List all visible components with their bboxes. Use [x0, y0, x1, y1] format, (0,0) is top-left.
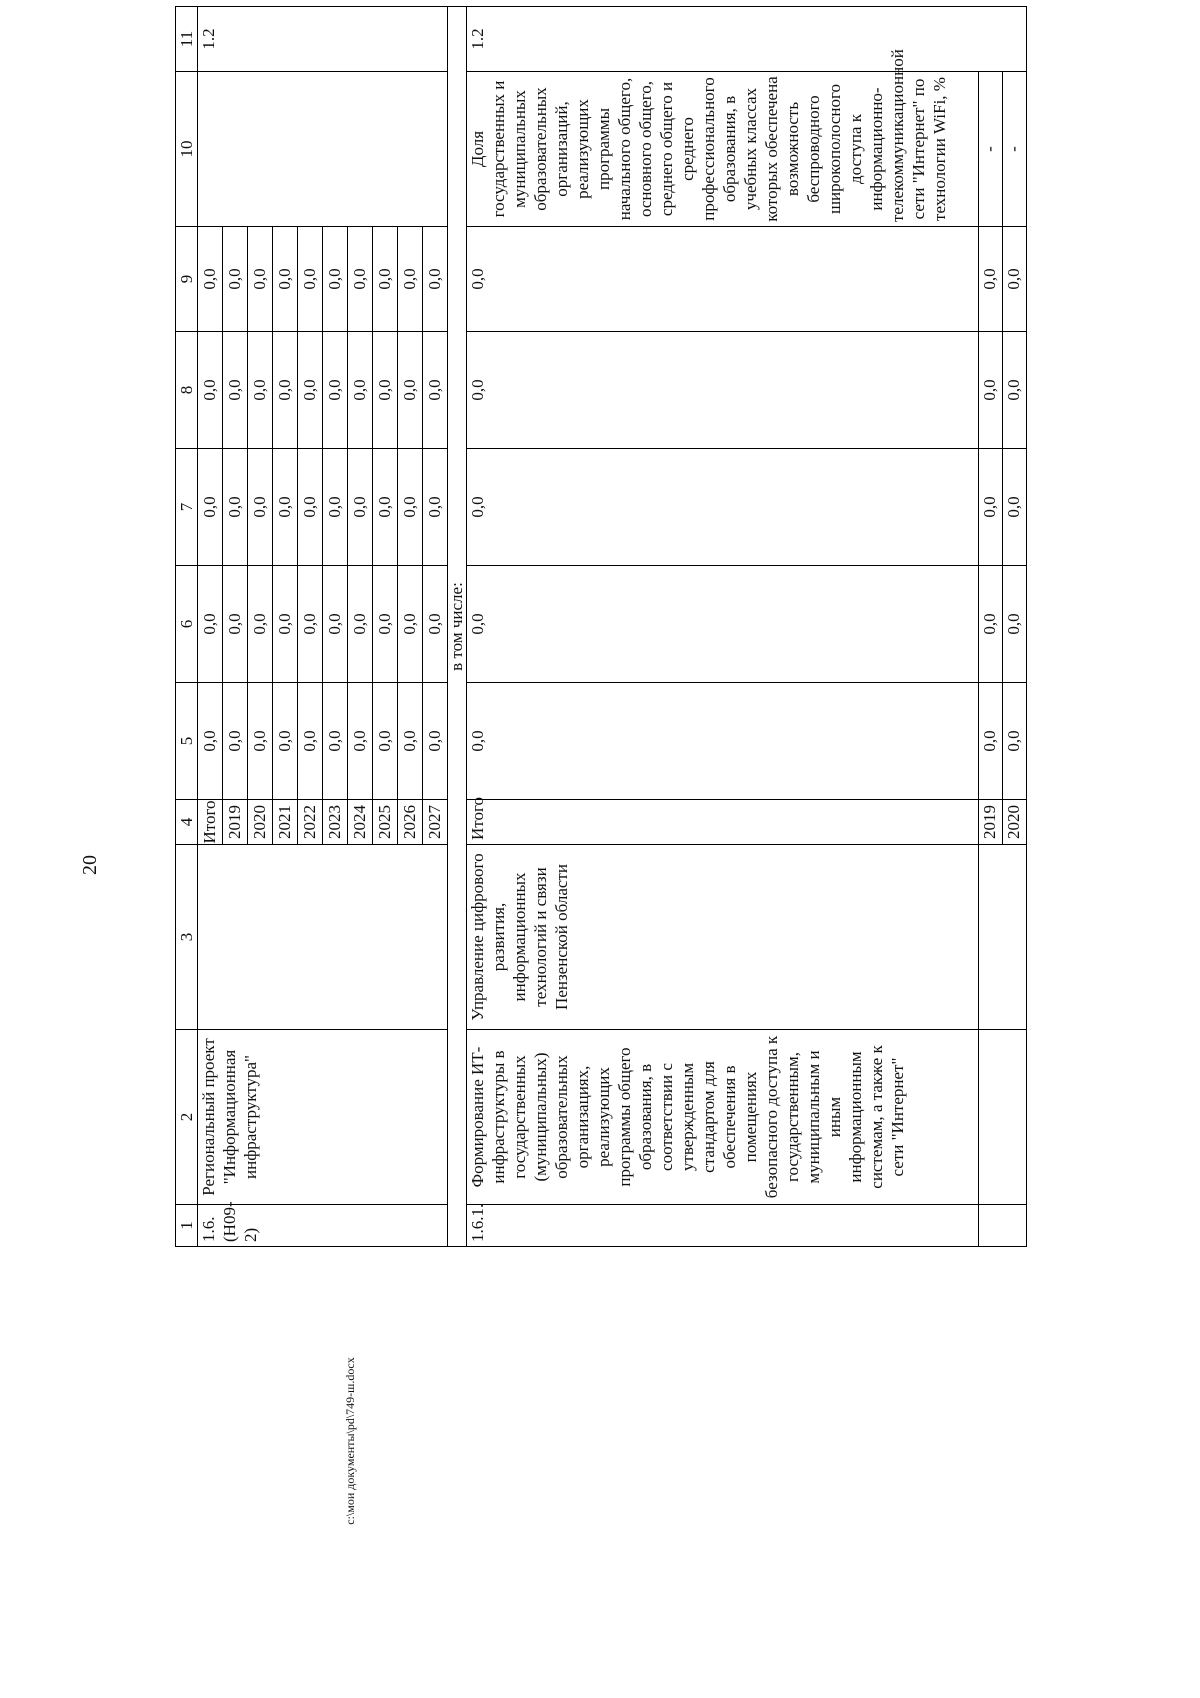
row-1-6-code: 1.6. (Н09-2) [198, 1205, 448, 1247]
header-col-5: 5 [176, 683, 198, 800]
value-cell: 0,0 [1003, 332, 1027, 449]
year-cell: 2021 [273, 800, 298, 844]
value-cell: 0,0 [198, 683, 223, 799]
value-cell: 0,0 [273, 449, 298, 565]
row-1-6-1-total-col7: 0,0 [467, 449, 979, 566]
year-cell: 2022 [298, 800, 323, 844]
section-label: в том числе: [448, 7, 467, 1247]
header-row [176, 7, 198, 1247]
row-1-6-1-total-col5: 0,0 [467, 683, 979, 800]
empty-cell [979, 1030, 1003, 1205]
row-1-6-indicator [198, 72, 448, 227]
row-1-6-1-code: 1.6.1. [467, 1205, 979, 1247]
value-cell: 0,0 [425, 268, 444, 290]
year-cell: 2020 [1003, 800, 1027, 845]
header-col-7: 7 [176, 449, 198, 566]
year-cell: 2026 [398, 800, 423, 844]
row-1-6-1-executor: Управление цифрового развития, информационных технологий и связи Пензенской области [467, 845, 979, 1030]
value-cell: 0,0 [248, 683, 273, 799]
header-col-1: 1 [176, 1205, 198, 1247]
value-cell: 0,0 [425, 730, 444, 752]
header-col-2: 2 [176, 1030, 198, 1205]
value-cell: 0,0 [373, 449, 398, 565]
value-cell: 0,0 [425, 379, 444, 401]
value-cell: 0,0 [979, 332, 1003, 449]
value-cell: 0,0 [323, 332, 348, 448]
value-cell: 0,0 [223, 566, 248, 682]
value-cell: 0,0 [373, 227, 398, 331]
value-cell: 0,0 [248, 332, 273, 448]
row-1-6-1-total-col8: 0,0 [467, 332, 979, 449]
value-cell: 0,0 [348, 332, 373, 448]
value-cell: 0,0 [373, 566, 398, 682]
value-cell: 0,0 [273, 227, 298, 331]
value-cell: 0,0 [323, 449, 348, 565]
value-cell: 0,0 [1003, 683, 1027, 800]
empty-cell [979, 845, 1003, 1030]
value-cell: 0,0 [398, 332, 423, 448]
value-cell: 0,0 [248, 449, 273, 565]
row-1-6-col9 [198, 227, 448, 332]
row-1-6-1-total-col6: 0,0 [467, 566, 979, 683]
value-cell: 0,0 [979, 449, 1003, 566]
header-col-3: 3 [176, 845, 198, 1030]
row-1-6-col7 [198, 449, 448, 566]
value-cell: 0,0 [198, 566, 223, 682]
value-cell: 0,0 [348, 566, 373, 682]
header-col-4: 4 [176, 800, 198, 845]
value-cell: 0,0 [273, 566, 298, 682]
empty-cell [1003, 1205, 1027, 1247]
row-1-6-1-indicator: Доля государственных и муниципальных образовательных организаций, реализующих программы начального общего, основного общего, среднего общего и среднего профессионального образования, в учебных классах которых обеспечена возможность беспроводного широкополосного доступа к информационно-телекоммуникационной сети "Интернет" по технологии WiFi, % [467, 72, 979, 227]
year-cell: 2027 [425, 805, 444, 839]
row-1-6-1-name: Формирование ИТ-инфраструктуры в государственных (муниципальных) образовательных организациях, реализующих программы общего образования, в соответствии с утвержденным стандартом для обеспечения в помещениях безопасного доступа к государственным, муниципальным и иным информационным системам, а также к сети "Интернет" [467, 1030, 979, 1205]
empty-cell [1003, 1030, 1027, 1205]
table-row-1-6-1-2020 [1003, 7, 1027, 1247]
value-cell: 0,0 [298, 449, 323, 565]
year-cell: 2023 [323, 800, 348, 844]
budget-table [175, 6, 1027, 1247]
year-cell: 2025 [373, 800, 398, 844]
year-cell: 2019 [979, 800, 1003, 845]
value-cell: 0,0 [273, 683, 298, 799]
value-cell: 0,0 [248, 566, 273, 682]
value-cell: 0,0 [323, 227, 348, 331]
value-cell: 0,0 [373, 683, 398, 799]
row-1-6-1-total-label: Итого [467, 800, 979, 845]
table-row-1-6-1-2019 [979, 7, 1003, 1247]
empty-cell [1003, 845, 1027, 1030]
value-cell: 0,0 [223, 683, 248, 799]
value-cell: 0,0 [298, 566, 323, 682]
row-1-6-1-task-ref: 1.2 [467, 7, 1027, 72]
value-cell: 0,0 [979, 227, 1003, 332]
value-cell: 0,0 [298, 332, 323, 448]
row-1-6-executor [198, 845, 448, 1030]
year-cell: Итого [198, 800, 223, 844]
value-cell: 0,0 [273, 332, 298, 448]
value-cell: 0,0 [298, 227, 323, 331]
value-cell: 0,0 [398, 566, 423, 682]
header-col-11: 11 [176, 7, 198, 72]
row-1-6-1-total-col9: 0,0 [467, 227, 979, 332]
value-cell: 0,0 [223, 227, 248, 331]
value-cell: 0,0 [198, 227, 223, 331]
table-row-1-6-1 [467, 7, 979, 1247]
header-col-6: 6 [176, 566, 198, 683]
value-cell: 0,0 [425, 496, 444, 518]
footer-file-path: c:\мои документы\pd\749-ш.docx [343, 1357, 357, 1525]
row-1-6-col6 [198, 566, 448, 683]
year-cell: 2020 [248, 800, 273, 844]
row-1-6-years [198, 800, 448, 845]
row-1-6-col5 [198, 683, 448, 800]
row-1-6-name: Региональный проект "Информационная инфраструктура" [198, 1030, 448, 1205]
value-cell: 0,0 [979, 566, 1003, 683]
row-1-6-task-ref: 1.2 [198, 7, 448, 72]
value-cell: 0,0 [1003, 566, 1027, 683]
value-cell: 0,0 [348, 683, 373, 799]
value-cell: 0,0 [198, 332, 223, 448]
table-row-1-6 [198, 7, 448, 1247]
row-1-6-col8 [198, 332, 448, 449]
value-cell: 0,0 [348, 449, 373, 565]
value-cell: 0,0 [248, 227, 273, 331]
value-cell: 0,0 [398, 683, 423, 799]
empty-cell [979, 1205, 1003, 1247]
data-table-rotated [175, 28, 1027, 1247]
value-cell: 0,0 [348, 227, 373, 331]
header-col-9: 9 [176, 227, 198, 332]
page-number: 20 [79, 855, 101, 875]
value-cell: 0,0 [1003, 449, 1027, 566]
indicator-value-cell: - [979, 72, 1003, 227]
value-cell: 0,0 [223, 449, 248, 565]
year-cell: 2019 [223, 800, 248, 844]
value-cell: 0,0 [425, 613, 444, 635]
value-cell: 0,0 [298, 683, 323, 799]
value-cell: 0,0 [323, 683, 348, 799]
section-row [448, 7, 467, 1247]
value-cell: 0,0 [198, 449, 223, 565]
value-cell: 0,0 [398, 227, 423, 331]
header-col-10: 10 [176, 72, 198, 227]
value-cell: 0,0 [1003, 227, 1027, 332]
value-cell: 0,0 [979, 683, 1003, 800]
value-cell: 0,0 [223, 332, 248, 448]
year-cell: 2024 [348, 800, 373, 844]
indicator-value-cell: - [1003, 72, 1027, 227]
value-cell: 0,0 [323, 566, 348, 682]
header-col-8: 8 [176, 332, 198, 449]
value-cell: 0,0 [373, 332, 398, 448]
value-cell: 0,0 [398, 449, 423, 565]
